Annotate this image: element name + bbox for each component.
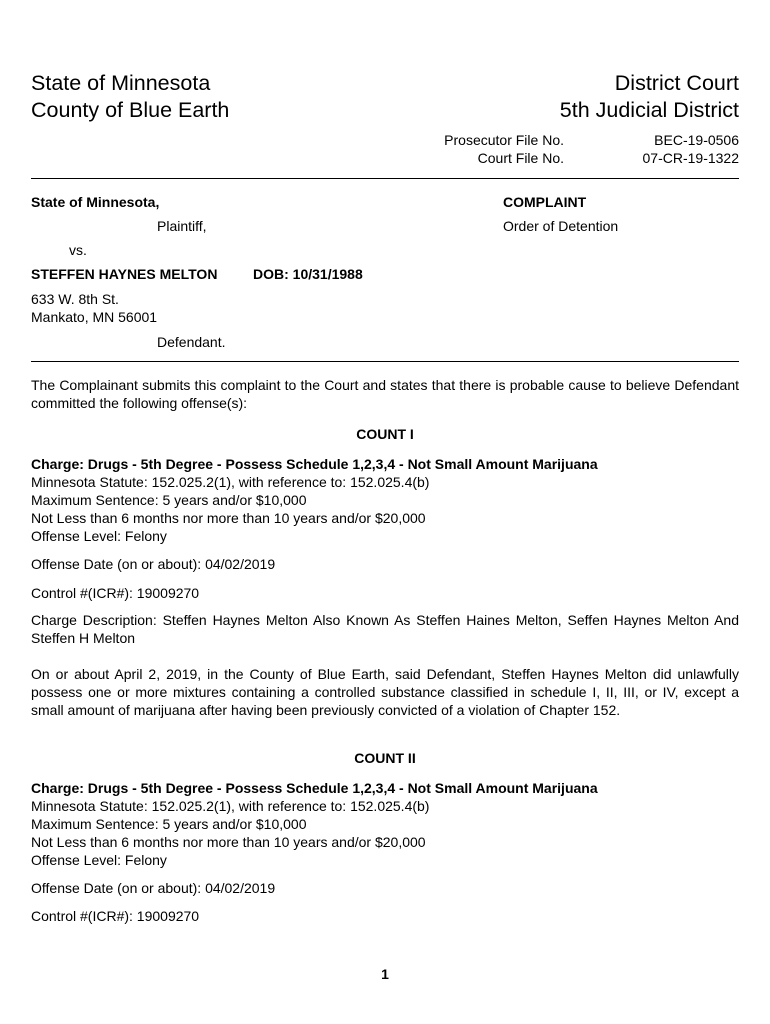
count-1-max-sentence: Maximum Sentence: 5 years and/or $10,000 [31,492,307,508]
defendant-dob: DOB: 10/31/1988 [253,266,363,282]
file-numbers [429,131,739,167]
header-divider [31,178,739,179]
count-1-narrative: On or about April 2, 2019, in the County of Blue Earth, said Defendant, Steffen Haynes Melton did unlawfully possess one or more mixtures containing a controlled substance classified in schedule I, II, III, or IV, except a small amount of marijuana after having been previously convicted of a violation of Chapter 152. [31,666,739,718]
jurisdiction-header [31,70,229,124]
prosecutor-file-value: BEC-19-0506 [654,132,739,148]
court-header [560,70,739,124]
count-1-title: COUNT I [356,426,414,442]
court-file-value: 07-CR-19-1322 [642,150,739,166]
count-1-charge: Charge: Drugs - 5th Degree - Possess Schedule 1,2,3,4 - Not Small Amount Marijuana [31,456,598,472]
plaintiff-role: Plaintiff, [157,218,207,234]
count-1-control-number: Control #(ICR#): 19009270 [31,585,200,601]
count-2-charge: Charge: Drugs - 5th Degree - Possess Schedule 1,2,3,4 - Not Small Amount Marijuana [31,780,598,796]
count-1-offense-date: Offense Date (on or about): 04/02/2019 [31,556,276,572]
count-2-offense-date: Offense Date (on or about): 04/02/2019 [31,880,276,896]
count-1-description: Charge Description: Steffen Haynes Melton Also Known As Steffen Haines Melton, Seffen Haynes Melton And Steffen H Melton [31,612,739,646]
count-2-max-sentence: Maximum Sentence: 5 years and/or $10,000 [31,816,307,832]
prosecutor-file-label: Prosecutor File No. [444,132,564,148]
count-2-title: COUNT II [354,750,416,766]
prosecutor-file-row [429,131,739,149]
district-name: 5th Judicial District [559,98,739,122]
defendant-role: Defendant. [157,334,226,350]
court-name: District Court [614,71,739,95]
count-1-offense-level: Offense Level: Felony [31,528,167,544]
defendant-address-line2: Mankato, MN 56001 [31,309,158,325]
count-2-details [31,779,739,869]
county-name: County of Blue Earth [31,98,230,122]
court-file-row [429,149,739,167]
count-2-offense-level: Offense Level: Felony [31,852,167,868]
versus-label: vs. [69,242,87,258]
complaint-intro: The Complainant submits this complaint to the Court and states that there is probable cause to believe Defendant committed the following offense(s): [31,377,739,411]
defendant-name: STEFFEN HAYNES MELTON [31,266,218,282]
caption-divider [31,361,739,362]
court-file-label: Court File No. [477,150,564,166]
state-name: State of Minnesota [31,71,211,95]
defendant-address-line1: 633 W. 8th St. [31,291,119,307]
count-1-statute: Minnesota Statute: 152.025.2(1), with reference to: 152.025.4(b) [31,474,430,490]
count-2-control-number: Control #(ICR#): 19009270 [31,908,200,924]
count-1-min-sentence: Not Less than 6 months nor more than 10 years and/or $20,000 [31,510,426,526]
count-1-details [31,455,739,545]
plaintiff-name: State of Minnesota, [31,194,160,210]
count-2-min-sentence: Not Less than 6 months nor more than 10 years and/or $20,000 [31,834,426,850]
document-subtype: Order of Detention [503,218,619,234]
document-type: COMPLAINT [503,194,587,210]
count-2-statute: Minnesota Statute: 152.025.2(1), with reference to: 152.025.4(b) [31,798,430,814]
complaint-page [31,0,739,1024]
page-number: 1 [381,966,389,982]
